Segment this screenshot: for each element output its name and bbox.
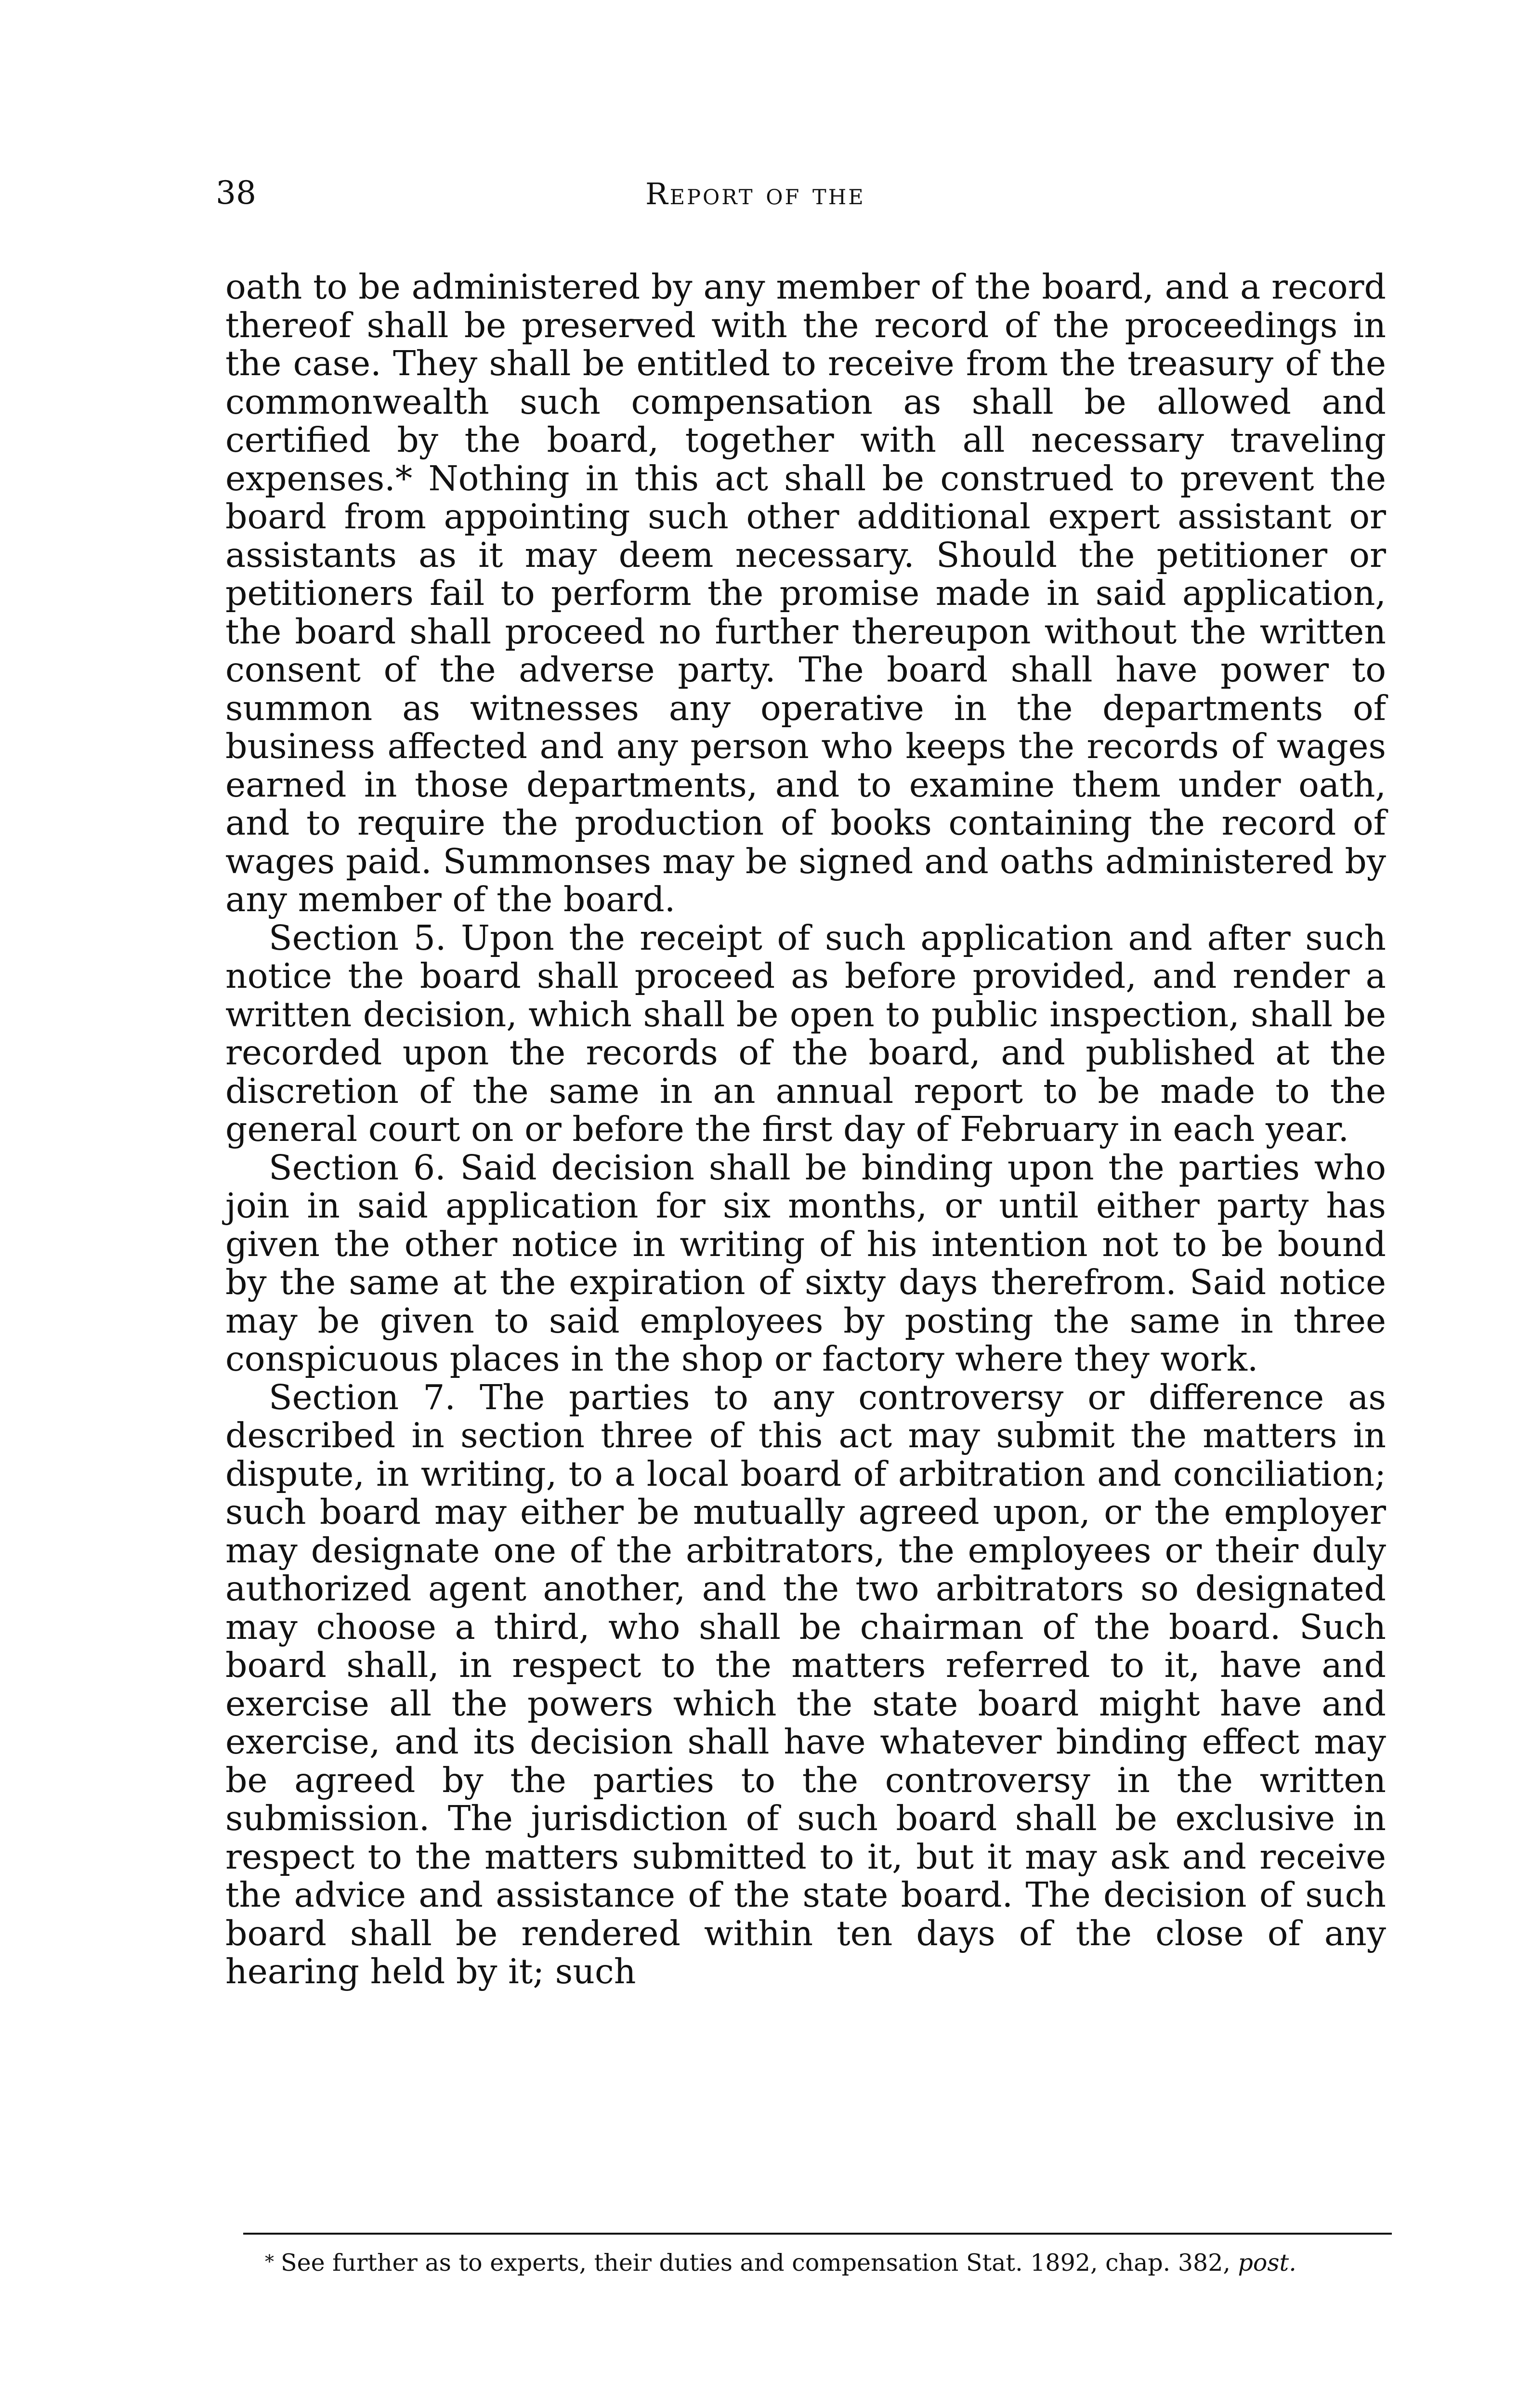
paragraph-continuation: oath to be administered by any member of the board, and a record thereof shall be preserved with the record of the proceedings in the case. They shall be entitled to receive from the treasury of the commonwealth such compensation as shall be allowed and certified by the board, together with all necessary traveling expenses.* Nothing in this act shall be construed to prevent the board from appointing such other additional expert assistant or assistants as it may deem necessary. Should the petitioner or petitioners fail to perform the promise made in said application, the board shall proceed no further thereupon without the written consent of the adverse party. The board shall have power to summon as witnesses any operative in the departments of business affected and any person who keeps the records of wages earned in those departments, and to examine them under oath, and to require the production of books containing the record of wages paid. Summonses may be signed and oaths administered by any member of the board. [225, 267, 1386, 919]
body-text [225, 268, 1386, 1991]
running-head: Report of the [645, 176, 865, 211]
footnote-marker: * [265, 2251, 274, 2272]
paragraph-section-5: Section 5. Upon the receipt of such application and after such notice the board shall proceed as before provided, and render a written decision, which shall be open to public inspection, shall be recorded upon the records of the board, and published at the discretion of the same in an annual report to be made to the general court on or before the first day of February in each year. [225, 917, 1386, 1149]
footnote-text: See further as to experts, their duties and compensation Stat. 1892, chap. 382, [281, 2249, 1230, 2277]
footnote [265, 2249, 1387, 2277]
paragraph-section-6: Section 6. Said decision shall be binding upon the parties who join in said application for six months, or until either party has given the other notice in writing of his intention not to be bound by the same at the expiration of sixty days therefrom. Said notice may be given to said employees by posting the same in three conspicuous places in the shop or factory where they work. [225, 1147, 1386, 1379]
page-number: 38 [216, 174, 256, 211]
footnote-italic: post. [1238, 2249, 1296, 2277]
footnote-rule [243, 2233, 1392, 2235]
paragraph-section-7: Section 7. The parties to any controversy or difference as described in section three of this act may submit the matters in dispute, in writing, to a local board of arbitration and conciliation; such board may either be mutually agreed upon, or the employer may designate one of the arbitrators, the employees or their duly authorized agent another, and the two arbitrators so designated may choose a third, who shall be chairman of the board. Such board shall, in respect to the matters referred to it, have and exercise all the powers which the state board might have and exercise, and its decision shall have whatever binding effect may be agreed by the parties to the controversy in the written submission. The jurisdiction of such board shall be exclusive in respect to the matters submitted to it, but it may ask and receive the advice and assistance of the state board. The decision of such board shall be rendered within ten days of the close of any hearing held by it; such [225, 1377, 1386, 1991]
